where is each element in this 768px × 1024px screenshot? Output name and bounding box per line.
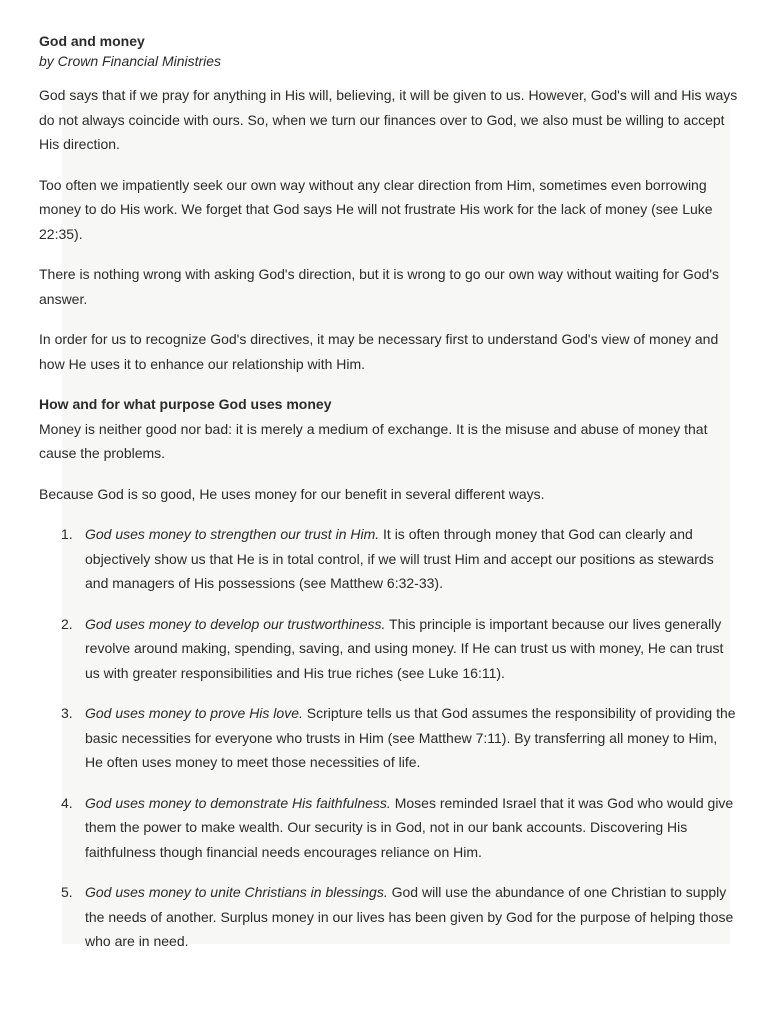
list-item <box>61 791 739 865</box>
list-item <box>61 701 739 775</box>
list-item-text: It is often through money that God can clearly and objectively show us that He is in total control, if we will trust Him and accept our positions as stewards and managers of His possessions (see Matthew 6:32-33). <box>85 526 714 591</box>
section-intro: Money is neither good nor bad: it is merely a medium of exchange. It is the misuse and abuse of money that cause the problems. <box>39 420 708 461</box>
paragraph: God says that if we pray for anything in His will, believing, it will be given to us. However, God's will and His ways do not always coincide with ours. So, when we turn our finances over to God, we also must be willing to accept His direction. <box>39 87 738 152</box>
list-number: 5. <box>61 884 73 900</box>
section <box>39 392 739 466</box>
paragraph: Too often we impatiently seek our own way without any clear direction from Him, sometimes even borrowing money to do His work. We forget that God says He will not frustrate His work for the lack of money (see Luke 22:35). <box>39 176 713 242</box>
paragraph: There is nothing wrong with asking God's direction, but it is wrong to go our own way without waiting for God's answer. <box>39 266 720 307</box>
list-number: 2. <box>61 615 73 632</box>
list-item-emphasis: God uses money to strengthen our trust in Him. <box>85 526 380 542</box>
list-number: 1. <box>61 526 73 542</box>
list-item-text: Moses reminded Israel that it was God who would give them the power to make wealth. Our security is in God, not in our bank accounts. Discovering His faithfulness though financial needs encourages reliance on Him. <box>85 794 734 860</box>
article-title: God and money <box>39 33 145 49</box>
list-item <box>61 880 739 954</box>
section-lead: Because God is so good, He uses money for our benefit in several different ways. <box>39 485 545 502</box>
list-item-text: This principle is important because our lives generally revolve around making, spending, saving, and using money. If He can trust us with money, He can trust us with greater responsibilities and His true riches (see Luke 16:11). <box>85 615 724 681</box>
list-item-emphasis: God uses money to develop our trustworthiness. <box>85 615 386 632</box>
list-item-emphasis: God uses money to unite Christians in blessings. <box>85 884 388 900</box>
list-item-emphasis: God uses money to prove His love. <box>85 705 303 721</box>
section-heading: How and for what purpose God uses money <box>39 396 332 412</box>
article <box>39 31 739 970</box>
list-item-text: God will use the abundance of one Christian to supply the needs of another. Surplus money in our lives has been given by God for the purpose of helping those who are in need. <box>85 884 734 949</box>
list-item-text: Scripture tells us that God assumes the responsibility of providing the basic necessities for everyone who trusts in Him (see Matthew 7:11). By transferring all money to Him, He often uses money to meet those necessities of life. <box>85 705 736 770</box>
paragraph: In order for us to recognize God's directives, it may be necessary first to understand God's view of money and how He uses it to enhance our relationship with Him. <box>39 331 719 372</box>
list-item <box>61 522 739 596</box>
list-item-emphasis: God uses money to demonstrate His faithfulness. <box>85 794 391 811</box>
uses-list <box>39 522 739 954</box>
list-number: 3. <box>61 705 73 721</box>
article-byline: by Crown Financial Ministries <box>39 53 222 69</box>
list-number: 4. <box>61 794 73 811</box>
list-item <box>61 612 739 686</box>
